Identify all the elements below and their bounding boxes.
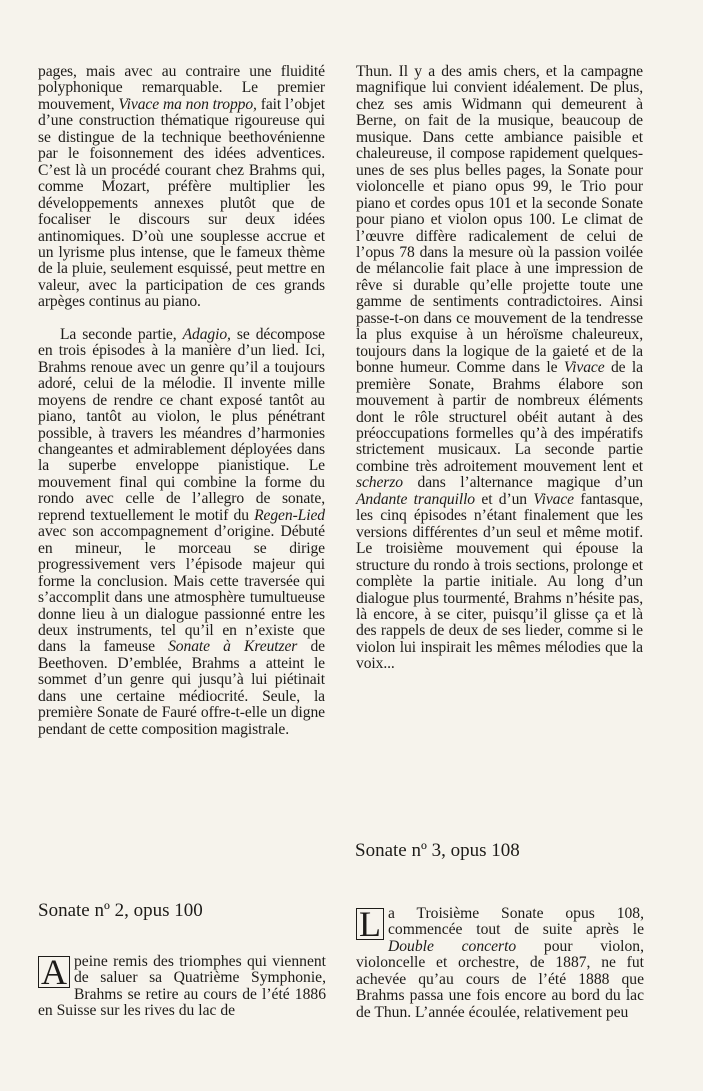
italic-span: Double concerto bbox=[388, 937, 517, 955]
text-span: de la première Sonate, Brahms élabore son mouvement à partir de nombreux éléments dont le rôle structurel obéit autant à des préoccupations formelles qu’à des impératifs strictement musicaux. La seconde partie combine très adroitement mouvement lent et bbox=[356, 359, 643, 475]
text-span: se décompose en trois épisodes à la manière d’un lied. Ici, Brahms renoue avec un genre qu’il a toujours adoré, celui de la mélodie. Il invente mille moyens de rendre ce chant exposé tantôt au piano, tantôt au violon, le plus pénétrant possible, à travers les méandres d’harmonies changeantes et admirablement déployées dans la superbe enveloppe pianistique. Le mouvement final qui combine la forme du rondo avec celle de l’allegro de sonate, reprend textuellement le motif du bbox=[38, 325, 325, 524]
text-span: fait l’objet d’une construction thématique rigoureuse qui se distingue de la technique beethovénienne par le foisonnement des idées adventices. C’est là un procédé courant chez Brahms qui, comme Mozart, préfère multiplier les développements annexes plutôt que de focaliser le discours sur deux idées antinomiques. D’où une souplesse accrue et un lyrisme plus intense, que le fameux thème de la pluie, seulement esquissé, peut mettre en valeur, avec la participation de ces grands arpèges continus au piano. bbox=[38, 95, 325, 311]
text-span: peine remis des triomphes qui viennent de saluer sa Quatrième Symphonie, Brahms se retire au cours de l’été 1886 en Suisse sur les rives du lac de bbox=[38, 953, 326, 1020]
text-span: avec son accompagnement d’origine. Débuté en mineur, le morceau se dirige progressivement vers l’épisode majeur qui forme la conclusion. Mais cette traversée qui s’accomplit dans une atmosphère tumultueuse donne lieu à un dialogue passionné entre les deux instruments, tel qu’il en n’existe que dans la fameuse bbox=[38, 523, 325, 656]
left-paragraph-1 bbox=[38, 64, 325, 311]
italic-span: scherzo bbox=[356, 474, 403, 492]
text-span: dans l’alternance magique d’un bbox=[402, 474, 643, 492]
right-paragraph bbox=[356, 64, 643, 673]
right-column bbox=[356, 64, 643, 673]
italic-span: Vivace bbox=[563, 359, 605, 377]
italic-span: Vivace ma non troppo, bbox=[118, 95, 257, 113]
left-column bbox=[38, 64, 325, 738]
sonate-3-paragraph bbox=[356, 906, 644, 1021]
italic-span: Vivace bbox=[533, 490, 574, 508]
drop-cap: A bbox=[38, 956, 70, 988]
section-heading-sonate-2: Sonate nº 2, opus 100 bbox=[38, 900, 203, 921]
drop-cap: L bbox=[356, 908, 384, 940]
italic-span: Sonate à Kreutzer bbox=[168, 638, 298, 656]
text-span: fantasque, les cinq épisodes n’étant finalement que les versions différentes d’un seul et même motif. Le troisième mouvement qui épouse la structure du rondo à trois sections, prolonge et complète la partie initiale. Au long d’un dialogue plus tourmenté, Brahms n’hésite pas, là encore, à se citer, puisqu’il glisse ça et là des rappels de deux de ses lieder, comme si le violon lui inspirait les mêmes mélodies que la voix... bbox=[356, 490, 644, 673]
italic-span: Andante tranquillo bbox=[356, 490, 476, 508]
text-span: de Beethoven. D’emblée, Brahms a atteint le sommet d’un genre qui jusqu’à lui piétinait dans une certaine médiocrité. Seule, la première Sonate de Fauré offre-t-elle un digne pendant de cette composition magistrale. bbox=[38, 638, 325, 738]
text-span: Thun. Il y a des amis chers, et la campagne magnifique lui convient idéalement. De plus, chez ses amis Widmann qui demeurent à Berne, on fait de la musique, beaucoup de musique. Dans cette ambiance paisible et chaleureuse, il compose rapidement quelques-unes de ses plus belles pages, la Sonate pour violoncelle et piano opus 99, le Trio pour piano et cordes opus 101 et la seconde Sonate pour piano et violon opus 100. Le climat de l’œuvre diffère radicalement de celui de l’opus 78 dans la mesure où la passion voilée de mélancolie fait place à une impression de rêve si durable qu’elle projette toute une gamme de sentiments contradictoires. Ainsi passe-t-on dans ce mouvement de la tendresse la plus exquise à un héroïsme chaleureux, toujours dans la logique de la gaieté et de la bonne humeur. Comme dans le bbox=[356, 63, 643, 377]
section-heading-sonate-3: Sonate nº 3, opus 108 bbox=[355, 840, 520, 861]
text-span: a Troisième Sonate opus 108, commencée tout de suite après le bbox=[388, 905, 644, 939]
text-span: et d’un bbox=[475, 490, 534, 508]
sonate-2-paragraph bbox=[38, 954, 326, 1020]
italic-span: Regen-Lied bbox=[254, 506, 325, 524]
text-span: La seconde partie, bbox=[60, 325, 183, 343]
italic-span: Adagio, bbox=[182, 325, 231, 343]
left-paragraph-2 bbox=[38, 327, 325, 738]
text-span: pour violon, violoncelle et orchestre, de 1887, ne fut achevée qu’au cours de l’été 1888 que Brahms passa une fois encore au bord du lac de Thun. L’année écoulée, relativement peu bbox=[356, 937, 645, 1021]
text-span: pages, mais avec au contraire une fluidité polyphonique remarquable. Le premier mouvement, bbox=[38, 63, 325, 113]
